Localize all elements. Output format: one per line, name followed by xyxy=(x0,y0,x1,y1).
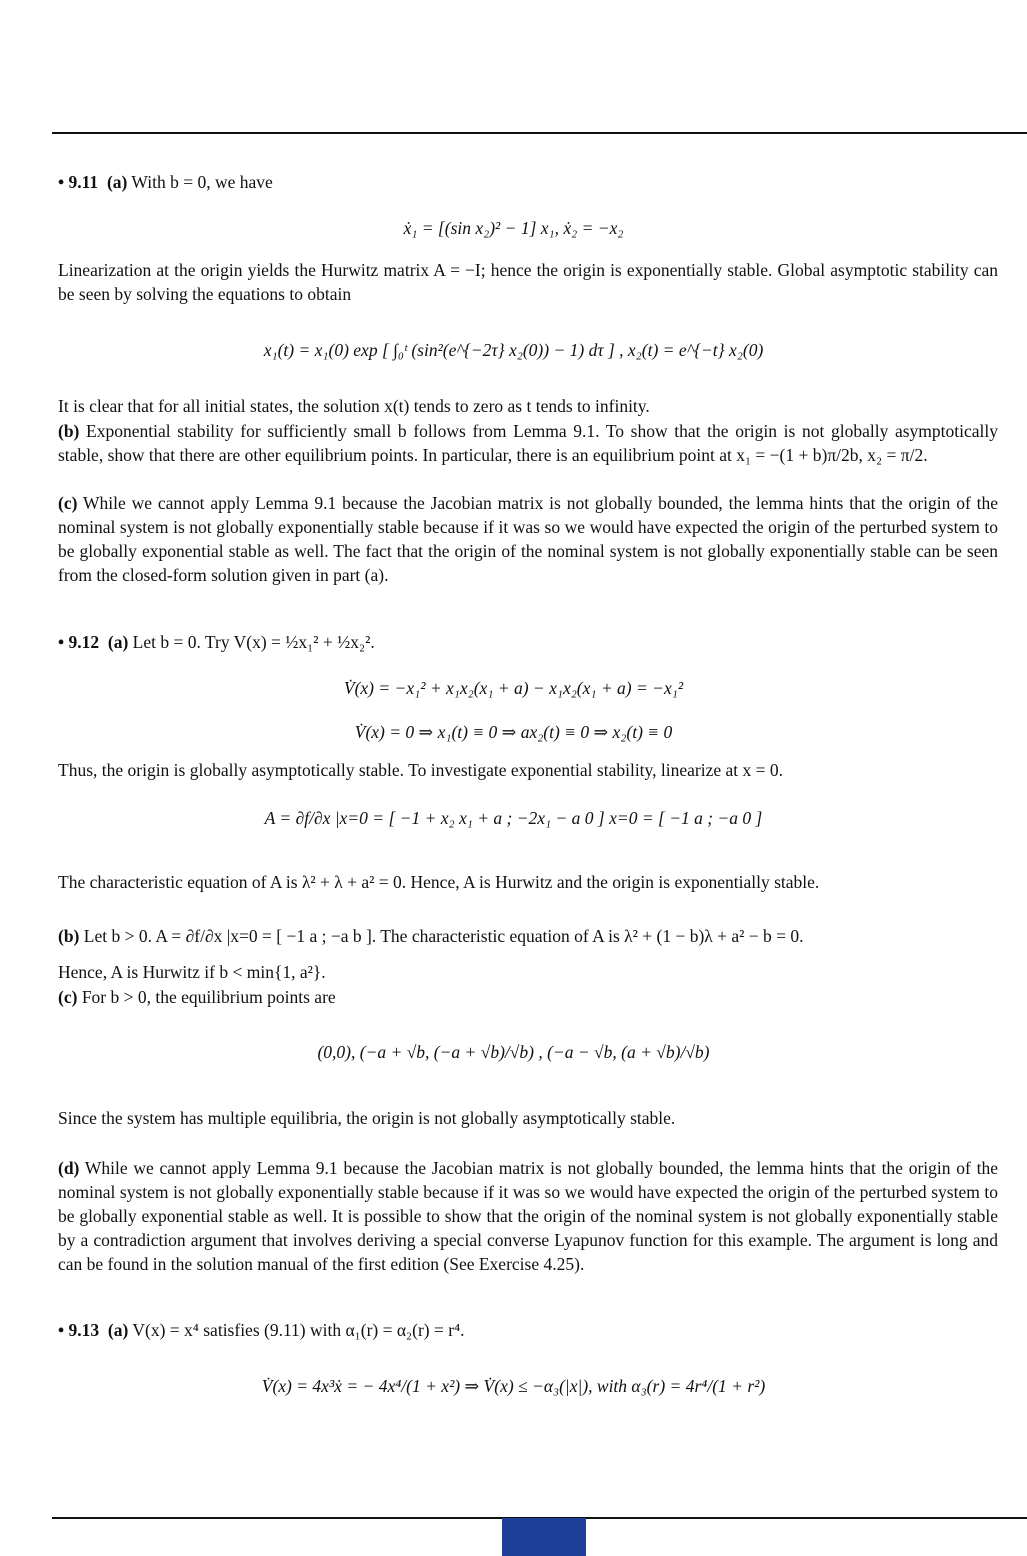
equation-9-13-vdot: V̇(x) = 4x³ẋ = − 4x⁴/(1 + x²) ⇒ V̇(x) ≤ −α₃(|x|), with α₃(r) = 4r⁴/(1 + r²) xyxy=(261,1376,766,1396)
paragraph-9-12-hurwitz-condition: Hence, A is Hurwitz if b < min{1, a²}. xyxy=(58,962,326,982)
paragraph-9-12-multiple-equilibria: Since the system has multiple equilibria, the origin is not globally asymptotically stable. xyxy=(58,1108,676,1128)
paragraph-9-11-conclusion: It is clear that for all initial states, the solution x(t) tends to zero as t tends to infinity. xyxy=(58,396,650,416)
equation-9-12-lasalle: V̇(x) = 0 ⇒ x₁(t) ≡ 0 ⇒ ax₂(t) ≡ 0 ⇒ x₂(t) ≡ 0 xyxy=(354,722,673,742)
equation-9-11-solution: x₁(t) = x₁(0) exp [ ∫₀ᵗ (sin²(e^{−2τ} x₂(0)) − 1) dτ ] , x₂(t) = e^{−t} x₂(0) xyxy=(263,340,764,360)
equation-9-11-system: ẋ₁ = [(sin x₂)² − 1] x₁, ẋ₂ = −x₂ xyxy=(403,218,624,238)
paragraph-9-12-global-as: Thus, the origin is globally asymptotically stable. To investigate exponential stability, linearize at x = 0. xyxy=(58,760,784,780)
paragraph-9-12-part-c: (c) For b > 0, the equilibrium points are xyxy=(58,987,336,1007)
exercise-9-12-heading: • 9.12 (a) Let b = 0. Try V(x) = ½x₁² + ½x₂². xyxy=(58,632,375,652)
paragraph-9-12-part-b: (b) Let b > 0. A = ∂f/∂x |x=0 = [ −1 a ; −a b ]. The characteristic equation of A is λ² + (1 − b)λ + a² − b = 0. xyxy=(58,926,804,946)
exercise-9-13-heading: • 9.13 (a) V(x) = x⁴ satisfies (9.11) with α₁(r) = α₂(r) = r⁴. xyxy=(58,1320,465,1340)
paragraph-9-11-part-c: (c) While we cannot apply Lemma 9.1 because the Jacobian matrix is not globally bounded, the lemma hints that the origin of the nominal system is not globally exponentially stable because if it was so we would have expected the origin of the perturbed system to be globally exponential stable as well. The fact that the origin of the nominal system is not globally exponentially stable can be seen from the closed-form solution given in part (a). xyxy=(58,493,999,585)
equation-9-12-vdot: V̇(x) = −x₁² + x₁x₂(x₁ + a) − x₁x₂(x₁ + a) = −x₁² xyxy=(343,678,684,698)
page-tab-marker xyxy=(502,1518,586,1556)
paragraph-9-11-linearization: Linearization at the origin yields the Hurwitz matrix A = −I; hence the origin is exponentially stable. Global asymptotic stability can be seen by solving the equations to obtain xyxy=(58,260,998,304)
exercise-9-11-heading: • 9.11 (a) With b = 0, we have xyxy=(58,172,273,192)
paragraph-9-12-characteristic: The characteristic equation of A is λ² + λ + a² = 0. Hence, A is Hurwitz and the origin is exponentially stable. xyxy=(58,872,820,892)
paragraph-9-12-part-d: (d) While we cannot apply Lemma 9.1 because the Jacobian matrix is not globally bounded, the lemma hints that the origin of the nominal system is not globally exponentially stable because if it was so we would have expected the origin of the perturbed system to be globally exponential stable as well. It is possible to show that the origin of the nominal system is not globally exponentially stable by a contradiction argument that involves deriving a special converse Lyapunov function for this example. The argument is long and can be found in the solution manual of the first edition (See Exercise 4.25). xyxy=(58,1158,998,1274)
equation-9-12-equilibria: (0,0), (−a + √b, (−a + √b)/√b) , (−a − √b, (a + √b)/√b) xyxy=(317,1042,710,1062)
paragraph-9-11-part-b: (b) Exponential stability for sufficiently small b follows from Lemma 9.1. To show that the origin is not globally asymptotically stable, show that there are other equilibrium points. In particular, there is an equilibrium point at x₁ = −(1 + b)π/2b, x₂ = π/2. xyxy=(58,421,999,465)
equation-9-12-jacobian: A = ∂f/∂x |x=0 = [ −1 + x₂ x₁ + a ; −2x₁ − a 0 ] x=0 = [ −1 a ; −a 0 ] xyxy=(264,808,763,828)
